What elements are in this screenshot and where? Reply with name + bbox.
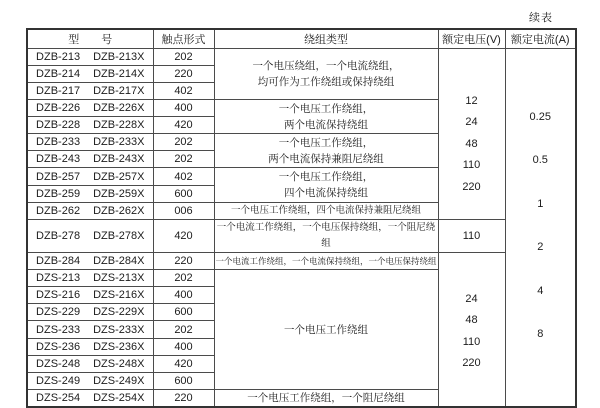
contact-form-cell: 600 (153, 372, 214, 389)
model-cell (27, 185, 153, 202)
contact-form-cell: 220 (153, 390, 214, 408)
model-name-x: DZB-228X (93, 119, 145, 132)
winding-type-cell: 一个电压工作绕组， 两个电流保持兼阻尼绕组 (214, 134, 438, 168)
winding-type-cell: 一个电流工作绕组，一个电流保持绕组，一个电压保持绕组 (214, 252, 438, 269)
model-name: DZS-233 (36, 323, 81, 336)
model-name: DZB-262 (36, 204, 81, 217)
model-cell (27, 168, 153, 185)
model-name-x: DZB-213X (93, 50, 145, 63)
model-name: DZS-254 (36, 392, 81, 405)
table-row (27, 219, 576, 252)
model-name-x: DZB-217X (93, 84, 145, 97)
model-cell (27, 270, 153, 287)
model-name: DZS-248 (36, 357, 81, 370)
model-cell (27, 48, 153, 65)
model-cell (27, 202, 153, 219)
winding-type-cell: 一个电压工作绕组， 四个电流保持绕组 (214, 168, 438, 202)
voltage-values: 12 24 48 110 220 (462, 94, 481, 193)
header-model: 型 号 (27, 29, 153, 48)
model-name: DZB-257 (36, 170, 81, 183)
header-rated-current: 额定电流(A) (505, 29, 576, 48)
header-row (27, 29, 576, 48)
model-name-x: DZB-243X (93, 153, 145, 166)
model-name-x: DZB-226X (93, 101, 145, 114)
model-cell (27, 252, 153, 269)
contact-form-cell: 420 (153, 355, 214, 372)
model-name-x: DZS-254X (93, 392, 145, 405)
contact-form-cell: 202 (153, 134, 214, 151)
table-row (27, 252, 576, 269)
model-cell (27, 338, 153, 355)
model-name: DZS-216 (36, 289, 81, 302)
rated-voltage-cell (438, 252, 505, 407)
model-name: DZB-228 (36, 119, 81, 132)
model-cell (27, 219, 153, 252)
model-name: DZB-233 (36, 136, 81, 149)
model-name: DZB-284 (36, 254, 81, 267)
model-name-x: DZB-214X (93, 67, 145, 80)
continued-table-label: 续表 (529, 12, 553, 24)
model-name-x: DZB-233X (93, 136, 145, 149)
contact-form-cell: 402 (153, 82, 214, 99)
model-name: DZB-243 (36, 153, 81, 166)
model-name-x: DZB-259X (93, 187, 145, 200)
model-cell (27, 304, 153, 321)
winding-type-cell: 一个电压工作绕组，四个电流保持兼阻尼绕组 (214, 202, 438, 219)
model-name: DZB-213 (36, 50, 81, 63)
contact-form-cell: 202 (153, 48, 214, 65)
model-cell (27, 151, 153, 168)
model-cell (27, 134, 153, 151)
model-name-x: DZS-249X (93, 374, 145, 387)
model-cell (27, 117, 153, 134)
contact-form-cell: 006 (153, 202, 214, 219)
model-name-x: DZB-284X (93, 254, 145, 267)
rated-current-cell (505, 48, 576, 407)
model-name: DZB-259 (36, 187, 81, 200)
current-values: 0.25 0.5 1 2 4 8 (529, 110, 551, 340)
contact-form-cell: 420 (153, 117, 214, 134)
model-name-x: DZS-233X (93, 323, 145, 336)
model-name-x: DZB-262X (93, 204, 145, 217)
model-cell (27, 390, 153, 408)
contact-form-cell: 202 (153, 151, 214, 168)
model-name-x: DZS-236X (93, 340, 145, 353)
model-cell (27, 65, 153, 82)
model-name-x: DZS-216X (93, 289, 145, 302)
winding-type-cell: 一个电压工作绕组 (214, 270, 438, 390)
model-name: DZS-236 (36, 340, 81, 353)
rated-voltage-cell (438, 48, 505, 219)
model-cell (27, 321, 153, 338)
model-name: DZS-249 (36, 374, 81, 387)
winding-type-cell: 一个电压绕组，一个电流绕组， 均可作为工作绕组或保持绕组 (214, 48, 438, 99)
contact-form-cell: 600 (153, 304, 214, 321)
header-contact-form: 触点形式 (153, 29, 214, 48)
spec-table (26, 28, 577, 408)
header-winding-type: 绕组类型 (214, 29, 438, 48)
rated-voltage-cell: 110 (438, 219, 505, 252)
model-cell (27, 287, 153, 304)
contact-form-cell: 420 (153, 219, 214, 252)
header-rated-voltage: 额定电压(V) (438, 29, 505, 48)
spec-table-container (26, 28, 577, 408)
model-name: DZB-226 (36, 101, 81, 114)
winding-type-cell: 一个电流工作绕组，一个电压保持绕组，一个阻尼绕组 (214, 219, 438, 252)
contact-form-cell: 600 (153, 185, 214, 202)
model-cell (27, 355, 153, 372)
model-name-x: DZS-248X (93, 357, 145, 370)
contact-form-cell: 202 (153, 270, 214, 287)
model-name-x: DZB-278X (93, 229, 145, 242)
contact-form-cell: 220 (153, 252, 214, 269)
contact-form-cell: 400 (153, 99, 214, 116)
contact-form-cell: 220 (153, 65, 214, 82)
winding-type-cell: 一个电压工作绕组，一个阻尼绕组 (214, 390, 438, 408)
model-name: DZS-229 (36, 306, 81, 319)
winding-type-cell: 一个电压工作绕组， 两个电流保持绕组 (214, 99, 438, 133)
contact-form-cell: 402 (153, 168, 214, 185)
model-cell (27, 99, 153, 116)
model-name-x: DZS-229X (93, 306, 145, 319)
model-name: DZS-213 (36, 272, 81, 285)
voltage-values: 24 48 110 220 (462, 292, 481, 370)
model-cell (27, 372, 153, 389)
model-name-x: DZS-213X (93, 272, 145, 285)
model-name: DZB-278 (36, 229, 81, 242)
contact-form-cell: 202 (153, 321, 214, 338)
table-row (27, 48, 576, 65)
contact-form-cell: 400 (153, 287, 214, 304)
model-name: DZB-214 (36, 67, 81, 80)
model-cell (27, 82, 153, 99)
contact-form-cell: 400 (153, 338, 214, 355)
model-name-x: DZB-257X (93, 170, 145, 183)
model-name: DZB-217 (36, 84, 81, 97)
